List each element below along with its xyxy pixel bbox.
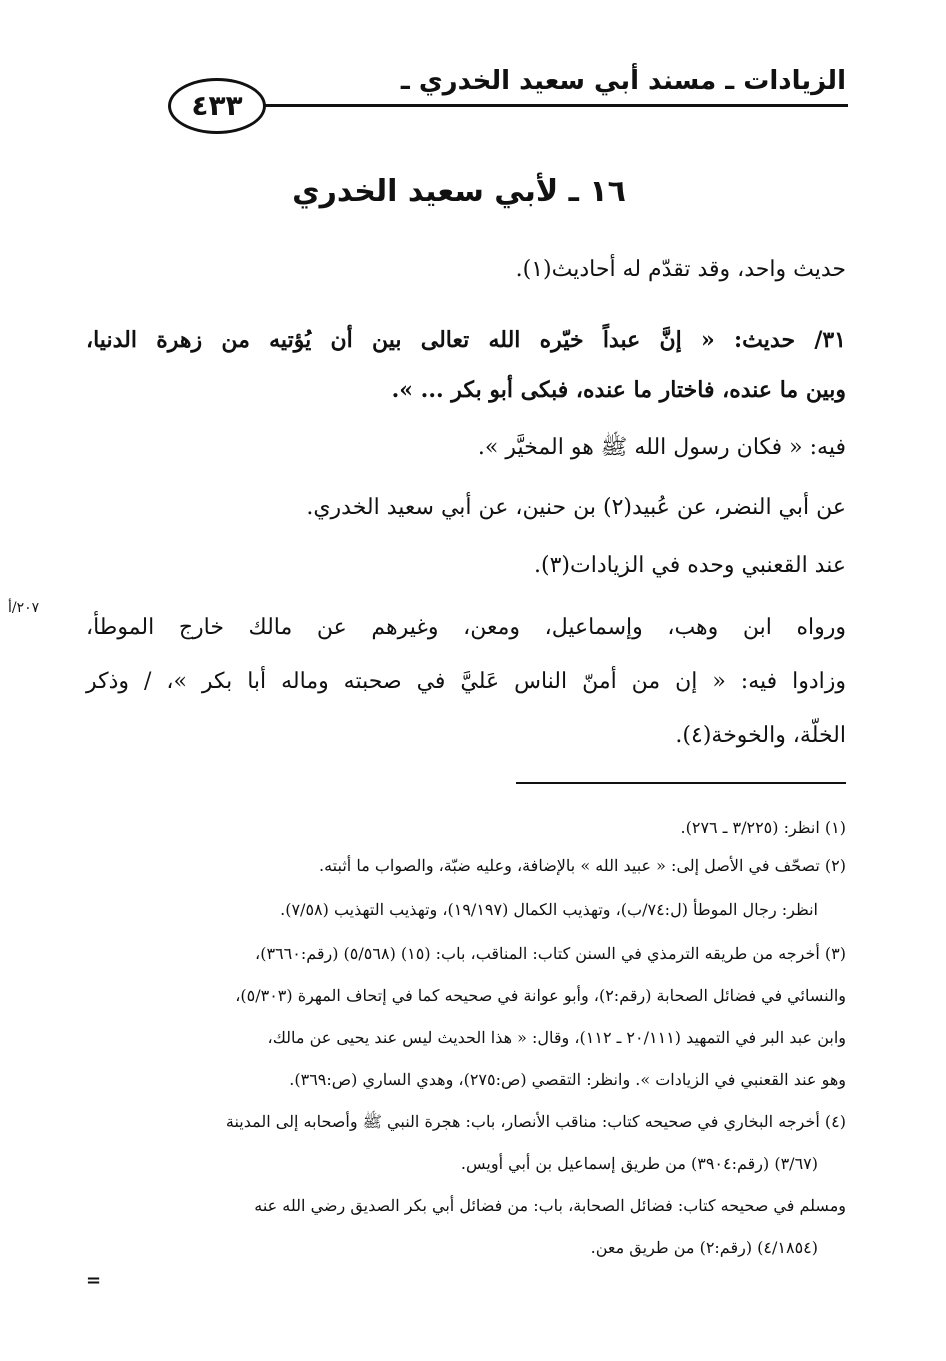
chapter-heading: ١٦ ـ لأبي سعيد الخدري — [292, 174, 626, 209]
body-line-8: وزادوا فيه: « إن من أمنّ الناس عَليَّ في صحبته وماله أبا بكر »، / وذكر — [86, 669, 846, 694]
footnote-2-cont: انظر: رجال الموطأ (ل:٧٤/ب)، وتهذيب الكمال (١٩/١٩٧)، وتهذيب التهذيب (٧/٥٨). — [280, 900, 818, 919]
footnote-3-line-4: وهو عند القعنبي في الزيادات ». وانظر: التقصي (ص:٢٧٥)، وهدي الساري (ص:٣٦٩). — [289, 1070, 846, 1089]
hadith-line-1: ٣١/ حديث: « إنَّ عبداً خيّره الله تعالى بين أن يُؤتيه من زهرة الدنيا، — [86, 327, 846, 353]
page-number: ٤٣٣ — [168, 78, 266, 134]
body-line-1: حديث واحد، وقد تقدّم له أحاديث(١). — [515, 257, 846, 282]
isnad-line: عن أبي النضر، عن عُبيد(٢) بن حنين، عن أبي سعيد الخدري. — [306, 495, 846, 520]
body-line-9: الخلّة، والخوخة(٤). — [675, 723, 846, 748]
hadith-line-2: وبين ما عنده، فاختار ما عنده، فبكى أبو بكر ... ». — [391, 377, 846, 403]
footnote-4-line-3: ومسلم في صحيحه كتاب: فضائل الصحابة، باب: من فضائل أبي بكر الصديق رضي الله عنه — [254, 1196, 846, 1215]
footnote-4-line-4: (٤/١٨٥٤) (رقم:٢) من طريق معن. — [590, 1238, 818, 1257]
footnote-4-line-2: (٣/٦٧) (رقم:٣٩٠٤) من طريق إسماعيل بن أبي أويس. — [460, 1154, 818, 1173]
footnote-1: (١) انظر: (٣/٢٢٥ ـ ٢٧٦). — [680, 818, 846, 837]
body-line-6: عند القعنبي وحده في الزيادات(٣). — [534, 553, 846, 578]
body-line-7: ورواه ابن وهب، وإسماعيل، ومعن، وغيرهم عن مالك خارج الموطأ، — [86, 615, 846, 640]
footnote-2: (٢) تصحّف في الأصل إلى: « عبيد الله » بالإضافة، وعليه ضبّة، والصواب ما أثبته. — [319, 856, 846, 875]
footnote-4: (٤) أخرجه البخاري في صحيحه كتاب: مناقب الأنصار، باب: هجرة النبي ﷺ وأصحابه إلى المدينة — [225, 1112, 846, 1131]
footnote-3-line-2: والنسائي في فضائل الصحابة (رقم:٢)، وأبو عوانة في صحيحه كما في إتحاف المهرة (٥/٣٠٣)، — [235, 986, 846, 1005]
margin-folio-note: ٢٠٧/أ — [8, 600, 40, 616]
header-rule — [255, 104, 848, 107]
running-title: الزيادات ـ مسند أبي سعيد الخدري ـ — [400, 66, 846, 96]
footnote-3-line-3: وابن عبد البر في التمهيد (٢٠/١١١ ـ ١١٢)، وقال: « هذا الحديث ليس عند يحيى عن مالك، — [267, 1028, 846, 1047]
footnote-3: (٣) أخرجه من طريقه الترمذي في السنن كتاب: المناقب، باب: (١٥) (٥/٥٦٨) (رقم:٣٦٦٠)، — [255, 944, 846, 963]
body-line-4: فيه: « فكان رسول الله ﷺ هو المخيَّر ». — [477, 435, 846, 460]
continuation-mark: = — [86, 1270, 102, 1291]
footnote-rule — [516, 782, 846, 784]
